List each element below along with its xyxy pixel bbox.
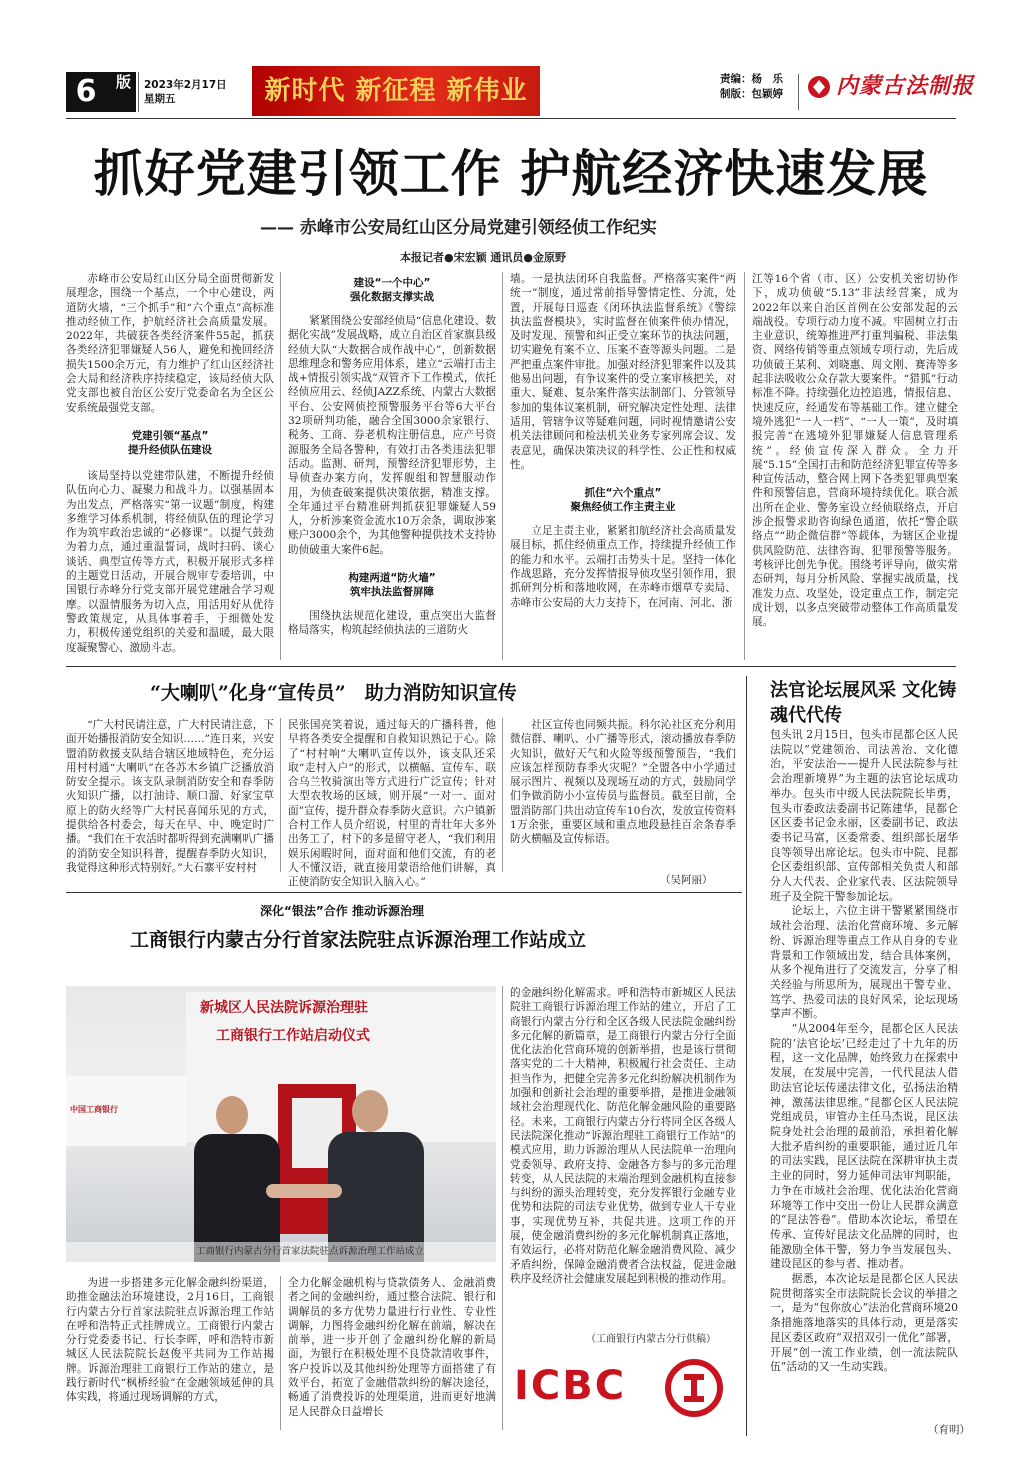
backdrop-text-1: 新城区人民法院诉源治理驻 (200, 1000, 368, 1016)
column-divider (502, 718, 503, 872)
date-text: 2023年2月17日 (144, 79, 227, 91)
lead-col2-sec-title: 建设“一个中心” (353, 277, 431, 289)
court-text-4: 据悉，本次论坛是昆都仑区人民法院贯彻落实全市法院院长会议的举措之一，是为“包你放心”法治化营商环境20条措施落地落实的具体行动，更是落实昆区委区政府“双招双引一优化”部署，开展“创一流工作业绩，创一流法院队伍”活动的又一生动实践。 (770, 1272, 958, 1374)
fire-column-1 (66, 718, 274, 874)
backdrop-text-2: 工商银行工作站启动仪式 (216, 1028, 370, 1044)
icbc-logo-text: ICBC (514, 1363, 627, 1409)
lead-col2-sec2-sub: 筑牢执法监督屏障 (350, 586, 434, 599)
section-rule (66, 666, 956, 667)
header-divider-2 (798, 74, 799, 110)
icbc-col1-text: 为进一步搭建多元化解金融纠纷渠道，助推金融法治环境建设，2月16日，工商银行内蒙古分行首家法院驻点诉源治理工作站在呼和浩特正式挂牌成立。工商银行内蒙古分行党委委书记、行长李晖，呼和浩特市新城区人民法院院长赵俊平共同为工作站揭牌。诉源治理驻工商银行工作站的建立，是践行新时代“枫桥经验”在金融领域延伸的具体实践，将通过现场调解的方式， (66, 1277, 274, 1404)
lead-col4-text: 江等16个省（市、区）公安机关密切协作下，成功侦破“5.13”非法经营案，成为2022年以来自治区首例在公安部发起的云端战役。专项行动力度不减。牢固树立打击主业意识，统筹推进严打重判骗税、非法集资、网络传销等重点领域专项行动，先后成功侦破王某利、刘晓惠、周文刚、赛涛等多起非法吸收公众存款大要案件。“猎狐”行动标准不降。持续强化边控追逃，情报信息、快速反应，经通发布等基础工作。建立健全境外逃犯“一人一档”、“一人一策”，及时填报完善“在逃境外犯罪嫌疑人信息管理系统”。经侦宣传深入群众。全力开展“5.15”全国打击和防范经济犯罪宣传等多种宣传活动，整合网上网下各类犯罪典型案件和预警信息，营商环境持续优化。联合派出所在企业、警务室设立经侦联络点，开启涉企报警求助咨询绿色通道，依托“警企联络点”“助企微信群”等载体，为辖区企业提供风险防范、法律咨询、犯罪预警等服务。考核评比创先争优。围绕考评导向，做实常态研判，每月分析风险、掌握实战质量，找准发力点、攻坚处，设定重点工作，制定完成计划，以多点突破带动整体工作高质量发展。 (752, 273, 958, 629)
producer-name: 制版：包颖婷 (720, 88, 783, 100)
right-column-rule (746, 676, 747, 1436)
court-headline-text: 法官论坛展风采 文化铸魂代代传 (770, 680, 957, 726)
newspaper-name: 内蒙古法制报 (836, 73, 975, 99)
court-headline (770, 678, 960, 728)
lead-intro: 赤峰市公安局红山区分局全面贯彻新发展理念，围绕一个基点，一个中心建设，两道防火墙，“三个抓手”和“六个重点”高标准推动经侦工作，护航经济社会高质量发展。2022年，共破获各类经济案件55起，抓获各类经济犯罪嫌疑人56人，避免和挽回经济损失1500余万元，有力维护了红山区经济社会大局和经济秩序持续稳定，该局经侦大队党支部也被自治区公安厅党委命名为全区公安系统最强党支部。 (66, 273, 274, 414)
editor-credits (720, 72, 783, 102)
person-right-head (352, 1090, 388, 1132)
editor-name: 责编：杨 乐 (720, 73, 783, 85)
icbc-col2-text: 全力化解金融机构与贷款债务人、金融消费者之间的金融纠纷，通过整合法院、银行和调解员的多方优势力量进行行业性、专业性调解，力图将金融纠纷化解在前端，解决在前举，进一步开创了金融纠纷化解的新局面，为银行在积极处理不良贷款清收事件，客户投诉以及其他纠纷处理等方面搭建了有效平台，拓宽了金融借款纠纷的解决途径，畅通了消费投诉的处理渠道，进而更好地满足人民群众日益增长 (288, 1277, 496, 1418)
lead-sec1-title: 党建引领“基点” (131, 429, 209, 442)
court-text-2: 论坛上，六位主讲干警紧紧围绕市域社会治理、法治化营商环境、多元解纷、诉源治理等重点工作从自身的专业背景和工作领域出发，结合具体案例，从多个视角进行了交流发言，分享了相关经验与所思所为，展现出干警专业、笃学、热爱司法的良好风采，论坛现场掌声不断。 (770, 904, 958, 1021)
header-divider (138, 72, 139, 112)
lead-column-4 (752, 272, 958, 664)
court-body (770, 728, 958, 1420)
icbc-col3-text: 的金融纠纷化解需求。呼和浩特市新城区人民法院驻工商银行诉源治理工作站的建立，开启了工商银行内蒙古分行和全区各级人民法院金融纠纷多元化解的新篇章，是工商银行内蒙古分行全面优化法治化营商环境的创新举措，也是该行贯彻落实党的二十大精神，积极履行社会责任、主动担当作为，把健全完善多元化纠纷解决机制作为加强和创新社会治理的重要举措，是推进金融领域社会治理现代化、防范化解金融风险的重要路径。未来，工商银行内蒙古分行将同全区各级人民法院深化推动“诉源治理驻工商银行工作站”的模式应用，助力诉源治理从人民法院单一治理向党委领导、政府支持、金融各方参与的多元治理转变，从人民法院的末端治理到金融机构直接参与纠纷的源头治理转变，充分发挥银行金融专业优势和法院的司法专业优势，做到专业人干专业事，实现优势互补，共促共进。这项工作的开展，使金融消费纠纷的多元化解机制真正落地，有效运行，必将对防范化解金融消费风险、减少矛盾纠纷，保障金融消费者合法权益，促进金融秩序及经济社会健康发展起到积极的推动作用。 (510, 987, 736, 1285)
icbc-logo-icon (664, 1358, 724, 1418)
fire-source: （吴阿丽） (660, 874, 713, 886)
court-text-3: “从2004年至今，昆都仑区人民法院的‘法官论坛’已经走过了十九年的历程，这一文化品牌，始终致力在探索中发展，在发展中完善，一代代昆法人借助法官论坛传递法律文化，弘扬法治精神，激荡法律思维。”昆都仑区人民法院党组成员，审管办主任马杰说，昆区法院身处社会治理的最前沿，承担着化解大批矛盾纠纷的重要职能，通过近几年的司法实践，昆区法院在深耕审执主责主业的同时，努力延伸司法审判职能，力争在市域社会治理、优化法治化营商环境等工作中交出一份让人民群众满意的“昆法答卷”。借助本次论坛，希望在传承、宣传好昆法文化品牌的同时，也能激励全体干警，努力争当发展包头、建设昆区的参与者、推动者。 (770, 1022, 958, 1271)
lead-col2-text2: 围绕执法规范化建设，重点突出大监督格局落实，构筑起经侦执法的三道防火 (288, 610, 496, 637)
fire-col3-text: 社区宣传也同频共振。科尔沁社区充分利用微信群、喇叭、小广播等形式，滚动播放春季防火知识，做好天气和火险等级预警预告，“我们应该怎样预防春季火灾呢？”全盟各中小学通过展示图片、视频以及现场互动的方式，鼓励同学们争做消防小小宣传员与监督员。截至目前，全盟消防部门共出动宣传车10台次，发放宣传资料1万余张，重要区域和重点地段悬挂百余条春季防火横幅及宣传标语。 (510, 719, 736, 846)
lead-col3-sec-title: 抓住“六个重点” (584, 487, 662, 500)
lead-sec1-text: 该局坚持以党建带队建，不断提升经侦队伍向心力、凝聚力和战斗力。以强基固本为出发点，严格落实“第一议题”制度，构建多维学习体系机制，将经侦队伍的理论学习作为筑牢政治忠诚的“必修课”。以提气鼓劲为着力点，通过重温誓词，战时扫码、谈心谈话、典型宣传等方式，积极开展形式多样的主题党日活动，开展合规审专委培训，中国银行赤峰分行党支部开展党建融合学习观摩。以温情服务为切入点，用活用好从优待警政策规定，从具体事着手，于细微处发力，积极传递党组织的关爱和温暖，最大限度凝聚警心、激励斗志。 (66, 469, 274, 654)
lead-column-3 (510, 272, 736, 664)
left-signboard-text: 中国工商银行 (70, 1105, 118, 1114)
lead-col2-sec2-title: 构建两道“防火墙” (348, 572, 436, 585)
lead-subheadline: —— 赤峰市公安局红山区分局党建引领经侦工作纪实 (260, 218, 657, 238)
lead-col3-text2: 立足主责主业，紧紧扣航经济社会高质量发展目标，抓住经侦重点工作，持续提升经侦工作的能力和水平。云端打击势头十足。坚持一体化作战思路，充分发挥情报导侦攻坚引领作用，狠抓研判分析和落地收网，在赤峰市烟草专卖局、赤峰市公安局的大力支持下，在河南、河北、浙 (510, 525, 736, 609)
handshake (266, 1184, 342, 1198)
icbc-column-1 (66, 1276, 274, 1432)
column-divider (502, 986, 503, 1430)
icbc-source: （工商银行内蒙古分行供稿） (586, 1334, 716, 1345)
lead-col2-text1: 紧紧围绕公安部经侦局“信息化建设、数据化实战”发展战略，成立自治区首家旗县级经侦大队“大数据合成作战中心”，创新数据思维理念和警务应用体系，建立“云端打击主战+情报引领实战”双管齐下工作模式，依托经侦应用云、经侦JAZZ系统、内蒙古大数据平台、公安网侦控预警服务平台等6大平台32项研判功能，融合全国3000余家银行、税务、工商、券老机构注册信息，应产号资源服务全局各警种，有效打击各类违法犯罪活动。监测、研判，预警经济犯罪形势，主导侦查办案方向，发挥舰组和智慧服动作用，为侦查破案提供决策依据，精准支撑。全年通过平台精准研判抓获犯罪嫌疑人59人，分析涉案资金流水10万余条，调取涉案账户3000余个，为其他警种提供技术支持协助侦破重大案件6起。 (288, 315, 496, 556)
fire-column-3 (510, 718, 736, 858)
lead-byline: 本报记者●宋宏颖 通讯员●金原野 (400, 251, 567, 264)
header-rule (66, 118, 956, 119)
issue-date (144, 78, 227, 106)
section-rule (66, 892, 742, 893)
photo-caption: 工商银行内蒙古分行首家法院驻点诉源治理工作站成立 (196, 1246, 425, 1257)
fire-col1-text: “广大村民请注意，广大村民请注意，下面开始播报消防安全知识……”连日来，兴安盟消防救援支队结合辖区地域特色，充分运用村村通“大喇叭”在各苏木乡镇广泛播放消防安全提示。该支队录制消防安全和春季防火知识广播，以打油诗、顺口溜、好家宝草原上的防火经等广大村民喜闻乐见的方式，提供给各村委会，每天在早、中、晚定时广播。“我们在干农活时都听得到充满喇叭广播的消防安全知识科普，提醒春季防火知识，我觉得这种形式特别好。”大石寨平安村村 (66, 719, 274, 874)
weekday-text: 星期五 (144, 93, 176, 105)
fire-headline: “大喇叭”化身“宣传员” 助力消防知识宣传 (150, 682, 517, 704)
person-left-head (216, 1096, 248, 1134)
column-divider (280, 272, 281, 660)
page-label: 版 (114, 74, 132, 89)
column-divider (502, 272, 503, 660)
column-divider (744, 272, 745, 660)
fire-column-2 (288, 718, 496, 889)
lead-col3-sec-sub: 聚焦经侦工作主责主业 (570, 501, 676, 514)
lead-col2-sec-sub: 强化数据支撑实战 (350, 291, 434, 303)
icbc-ceremony-photo (66, 986, 496, 1262)
lead-col3-text1: 墙。一是执法闭环自我监督。严格落实案件“两统一”制度，通过常前指导警情定性、分流，处置，开展每日巡查《闭环执法监督系统》《警综执法监督模块》，实时监督在侦案件侦办情况，及时发现、预警和纠正受立案环节的执法问题，切实避免有案不立、压案不查等源头问题。二是严把重点案件审批。加强对经济犯罪案件以及其他易出问题，有争议案件的受立案审核把关，对重大、疑难、复杂案件落实法制部门、分管领导参加的集体议案机制，研究解决定性处理、法律适用，管辖争议等疑难问题，同时视情邀请公安机关法律顾问和检法机关业务专家列席会议、发表意见，确保决策决议的科学性、公正性和权威性。 (510, 273, 736, 471)
newspaper-logo-icon (806, 74, 832, 100)
court-source: （育明） (928, 1424, 970, 1436)
fire-col2-text: 民张国亮笑着说，通过每天的广播科普，他早将各类安全提醒和自救知识熟记于心。除了“村村响”大喇叭宣传以外，该支队还采取“走村入户”的形式，以横幅、宣传车、联合乌兰牧骑演出等方式进行广泛宣传；针对大型农牧场的区域，则开展“一对一、面对面”宣传，提升群众春季防火意识。六户镇新合村工作人员介绍说，村里的青壮年大多外出务工了，村下的多是留守老人，“我们利用娱乐闲暇时间，面对面和他们交流，有的老人不懂汉语，就直接用蒙语给他们讲解，真正使消防安全知识入脑入心。” (288, 719, 496, 889)
icbc-kicker: 深化“银法”合作 推动诉源治理 (260, 904, 424, 918)
lead-headline: 抓好党建引领工作 护航经济快速发展 (93, 144, 929, 203)
column-divider (280, 718, 281, 872)
section-banner: 新时代 新征程 新伟业 (252, 66, 540, 116)
lead-column-2 (288, 272, 496, 664)
lead-sec1-sub: 提升经侦队伍建设 (128, 443, 212, 456)
icbc-column-2 (288, 1276, 496, 1432)
page-number: 6 (75, 74, 97, 109)
court-text-1: 包头讯 2月15日，包头市昆都仑区人民法院以“党建领治、司法善治、文化德治，平安法治——提升人民法院参与社会治理新境界”为主题的法官论坛成功举办。包头市中级人民法院院长毕勇，包头市委政法委副书记陈建华，昆都仑区区委书记金永丽，区委副书记、政法委书记马富，区委常委、组织部长屠华良等领导出席论坛。包头市中院、昆都仑区委组织部、宣传部相关负责人和部分人大代表、企业家代表、区法院领导班子及全院干警参加论坛。 (770, 728, 958, 903)
column-divider (280, 1276, 281, 1430)
lead-column-1 (66, 272, 274, 664)
icbc-headline: 工商银行内蒙古分行首家法院驻点诉源治理工作站成立 (130, 929, 587, 951)
icbc-column-3 (510, 986, 736, 1322)
